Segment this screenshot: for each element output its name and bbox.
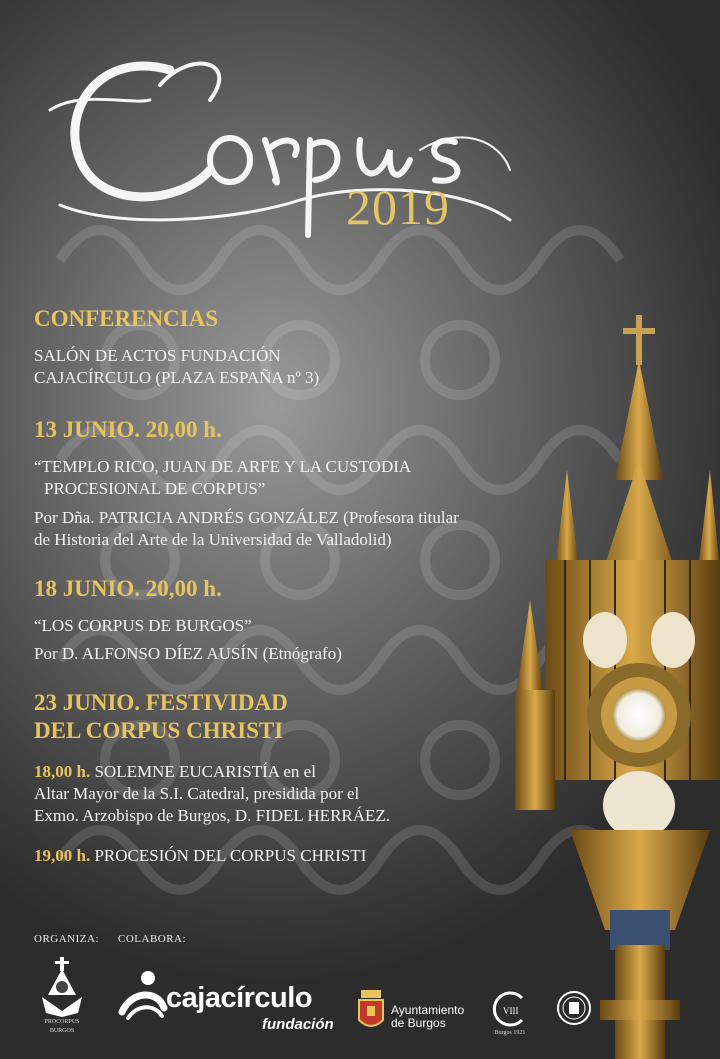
svg-text:VIII: VIII (503, 1006, 519, 1016)
cajacirculo-swirl-icon (118, 968, 168, 1020)
event1-title-line-1: “TEMPLO RICO, JUAN DE ARFE Y LA CUSTODIA (34, 457, 412, 476)
event3-item1-text: SOLEMNE EUCARISTÍA en el (94, 762, 316, 781)
event3-item1-line-3: Exmo. Arzobispo de Burgos, D. FIDEL HERRÁEZ. (34, 806, 391, 825)
venue-line-1: SALÓN DE ACTOS FUNDACIÓN (34, 346, 281, 365)
event3-item1-time: 18,00 h. (34, 762, 91, 781)
event1-speaker-line-2: de Historia del Arte de la Universidad de Valladolid) (34, 530, 392, 549)
ayuntamiento-shield-icon (357, 990, 385, 1032)
event3-item2-text: PROCESIÓN DEL CORPUS CHRISTI (94, 846, 367, 865)
procorpus-label-1: PROCORPUS (44, 1019, 80, 1025)
procorpus-crest-icon (38, 955, 86, 1017)
viii-label: Burgos 1921 (494, 1030, 526, 1036)
year: 2019 (346, 179, 450, 235)
event2-date: 18 JUNIO. 20,00 h. (34, 576, 222, 601)
venue-line-2: CAJACÍRCULO (PLAZA ESPAÑA nº 3) (34, 368, 320, 387)
event3-item2-time: 19,00 h. (34, 846, 91, 865)
conferencias-heading: CONFERENCIAS (34, 306, 219, 331)
event1-title-line-2: PROCESIONAL DE CORPUS” (44, 479, 266, 498)
monstrance-image (505, 310, 720, 1059)
event3-heading-line-1: 23 JUNIO. FESTIVIDAD (34, 690, 288, 715)
cajacirculo-name: cajacírculo (166, 982, 313, 1014)
event3-item1-line-1 (34, 761, 316, 782)
event3-item2 (34, 845, 366, 866)
cajacirculo-sub: fundación (262, 1016, 334, 1033)
seal-icon (556, 990, 592, 1026)
ayuntamiento-line-1: Ayuntamiento (391, 1003, 465, 1017)
organiza-label: ORGANIZA: (34, 933, 99, 945)
event1-speaker-line-1: Por Dña. PATRICIA ANDRÉS GONZÁLEZ (Profesora titular (34, 508, 459, 527)
event3-heading-line-2: DEL CORPUS CHRISTI (34, 718, 284, 743)
viii-centenario-icon (492, 990, 528, 1028)
procorpus-label-2: BURGOS (49, 1028, 75, 1034)
colabora-label: COLABORA: (118, 933, 187, 945)
event2-title: “LOS CORPUS DE BURGOS” (34, 616, 252, 635)
event1-date: 13 JUNIO. 20,00 h. (34, 417, 222, 442)
event3-item1-line-2: Altar Mayor de la S.I. Catedral, presidida por el (34, 784, 360, 803)
ayuntamiento-line-2: de Burgos (391, 1016, 446, 1030)
event2-speaker: Por D. ALFONSO DÍEZ AUSÍN (Etnógrafo) (34, 644, 342, 663)
